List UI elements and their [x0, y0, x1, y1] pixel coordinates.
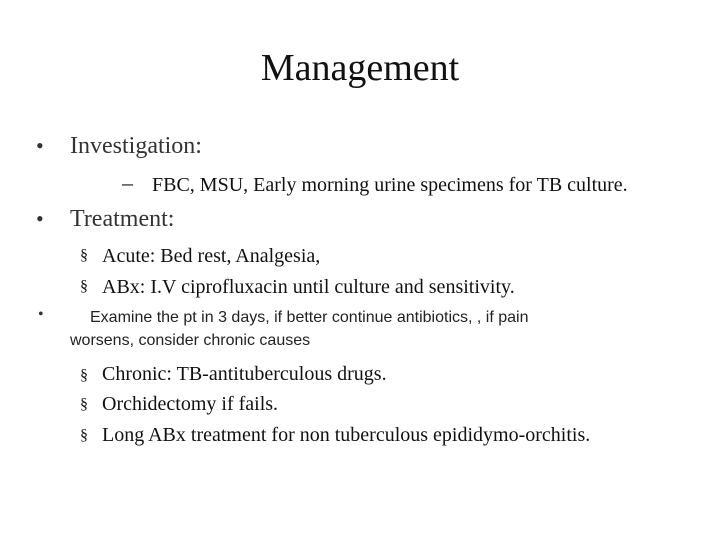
bullet-icon: •	[36, 206, 44, 231]
square-bullet-icon: §	[80, 367, 88, 384]
square-bullet-icon: §	[80, 247, 88, 264]
square-bullet-icon: §	[80, 427, 88, 444]
investigation-item: FBC, MSU, Early morning urine specimens for TB culture.	[152, 174, 628, 196]
square-bullet-icon: §	[80, 396, 88, 413]
treatment-item: ABx: I.V ciprofluxacin until culture and sensitivity.	[102, 276, 515, 298]
bullet-icon: •	[38, 306, 44, 323]
note-line-1: Examine the pt in 3 days, if better continue antibiotics, , if pain	[90, 309, 529, 326]
treatment-item: Acute: Bed rest, Analgesia,	[102, 245, 321, 267]
investigation-heading: Investigation:	[70, 133, 202, 159]
note-line-2: worsens, consider chronic causes	[70, 332, 311, 349]
slide-title: Management	[260, 47, 460, 89]
chronic-item: Orchidectomy if fails.	[102, 393, 279, 415]
chronic-item: Long ABx treatment for non tuberculous epididymo-orchitis.	[102, 424, 591, 446]
bullet-icon: •	[36, 133, 44, 158]
dash-icon: –	[122, 170, 133, 195]
chronic-item: Chronic: TB-antituberculous drugs.	[102, 363, 387, 385]
treatment-heading: Treatment:	[70, 206, 175, 232]
square-bullet-icon: §	[80, 278, 88, 295]
